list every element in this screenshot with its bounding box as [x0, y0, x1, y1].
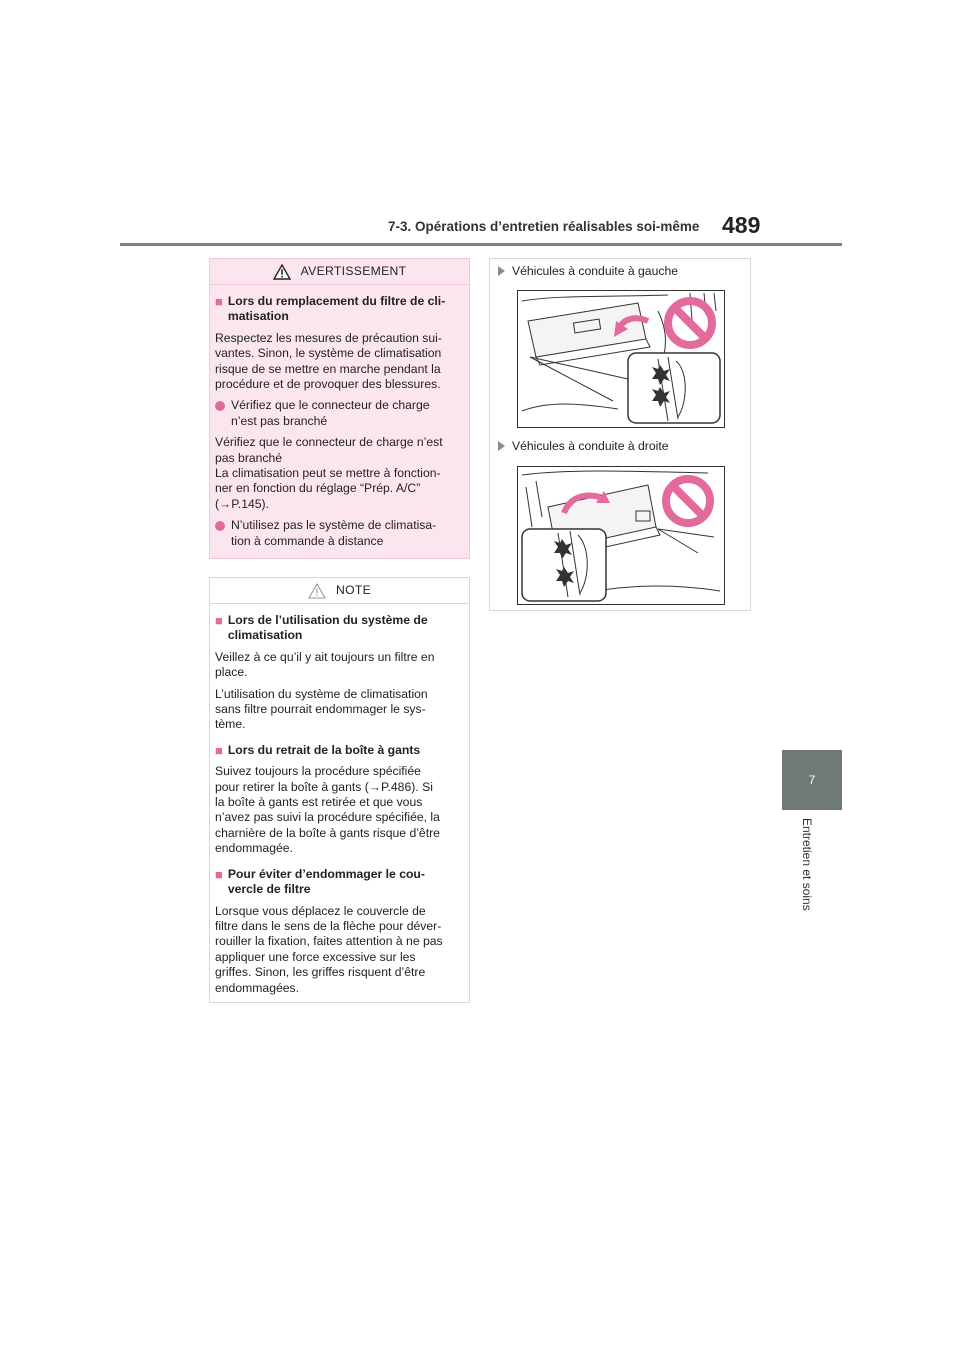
warning-intro: Respectez les mesures de précaution sui- vantes. Sinon, le système de climatisation risque de se mettre en marche pendant la procédure et de provoquer des blessures.	[215, 330, 442, 392]
note-paragraph: L’utilisation du système de climatisation sans filtre pourrait endommager le sys- tème.	[215, 686, 428, 732]
warning-section-title: ■ Lors du remplacement du filtre de cli- matisation	[215, 294, 446, 324]
square-bullet-icon: ■	[215, 742, 223, 758]
header-divider	[120, 243, 842, 246]
square-bullet-icon: ■	[215, 294, 223, 309]
note-paragraph: Lorsque vous déplacez le couvercle de filtre dans le sens de la flèche pour déver- rouiller la fixation, faites attention à ne pas appliquer une force excessive sur les griffes. Sinon, les griffes risquent d’être endommagées.	[215, 903, 443, 995]
note-paragraph: Suivez toujours la procédure spécifiée pour retirer la boîte à gants (→P.486). Si la boîte à gants est retirée et que vous n’avez pas suivi la procédure spécifiée, la charnière de la boîte à gants risque d’être endommagée.	[215, 764, 440, 856]
figure-caption-left: Véhicules à conduite à gauche	[498, 264, 678, 278]
caption-arrow-icon	[498, 441, 505, 451]
warning-header	[210, 259, 469, 285]
section-title: 7-3. Opérations d’entretien réalisables soi-même	[388, 219, 700, 234]
circle-bullet-icon	[215, 521, 225, 531]
warning-box	[209, 258, 470, 559]
page-number: 489	[722, 212, 761, 238]
note-box	[209, 577, 470, 1003]
warning-bullet-detail: Vérifiez que le connecteur de charge n’est pas branché La climatisation peut se mettre à fonction- ner en fonction du réglage “Prép. A/C” (→P.145).	[215, 435, 443, 511]
prohibited-icon	[668, 301, 712, 345]
note-section-title: ■ Lors de l’utilisation du système de climatisation	[215, 613, 428, 643]
warning-triangle-icon	[273, 264, 291, 280]
figure-box	[489, 258, 751, 611]
chapter-number: 7	[808, 773, 816, 787]
chapter-title: Entretien et soins	[800, 818, 814, 911]
note-section-title: ■ Pour éviter d’endommager le cou- vercle de filtre	[215, 866, 425, 897]
caption-arrow-icon	[498, 266, 505, 276]
circle-bullet-icon	[215, 401, 225, 411]
illustration-right-hand-drive	[517, 466, 725, 605]
prohibited-icon	[666, 479, 710, 523]
square-bullet-icon: ■	[215, 866, 223, 882]
figure-caption-right: Véhicules à conduite à droite	[498, 439, 669, 453]
illustration-left-hand-drive	[517, 290, 725, 428]
caution-triangle-icon	[308, 583, 326, 599]
warning-bullet: N’utilisez pas le système de climatisa- tion à commande à distance	[215, 518, 463, 549]
chapter-tab	[782, 750, 842, 810]
note-header	[210, 578, 469, 604]
note-section-title: ■ Lors du retrait de la boîte à gants	[215, 742, 421, 758]
note-paragraph: Veillez à ce qu’il y ait toujours un filtre en place.	[215, 649, 435, 680]
filter-cover-illustration	[518, 467, 724, 604]
warning-heading: AVERTISSEMENT	[300, 263, 407, 278]
warning-bullet: Vérifiez que le connecteur de charge n’est pas branché	[215, 398, 463, 429]
note-heading: NOTE	[335, 582, 372, 597]
filter-cover-illustration	[518, 291, 724, 427]
square-bullet-icon: ■	[215, 613, 223, 628]
